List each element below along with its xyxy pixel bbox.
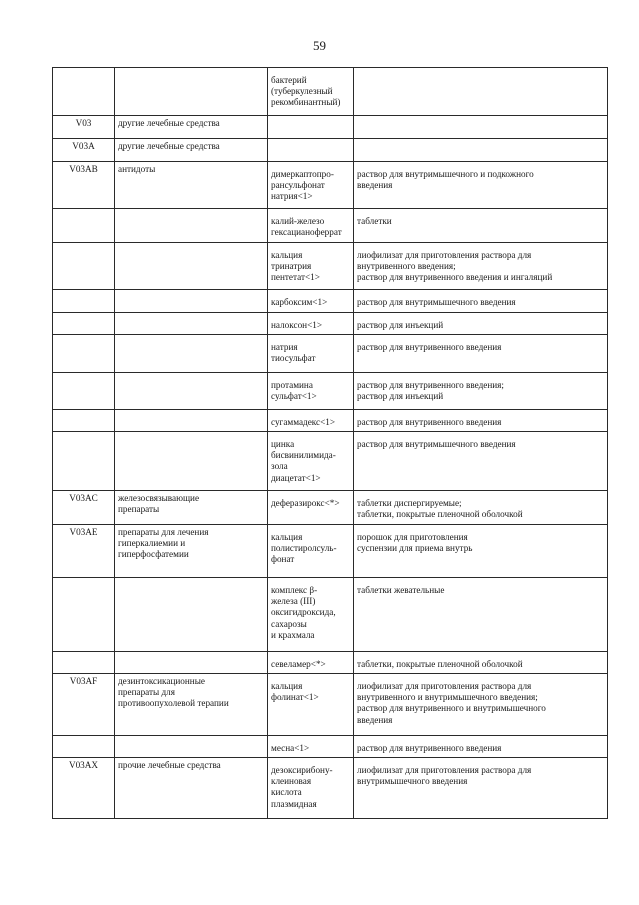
dosage-form-cell: раствор для внутримышечного введения bbox=[354, 290, 608, 313]
table-row bbox=[53, 674, 608, 736]
group-name-cell: дезинтоксикационные препараты для противоопухолевой терапии bbox=[115, 674, 268, 736]
group-name-cell: другие лечебные средства bbox=[115, 116, 268, 139]
atc-code-cell bbox=[53, 578, 115, 652]
group-name-cell: другие лечебные средства bbox=[115, 139, 268, 162]
dosage-form-cell: таблетки bbox=[354, 209, 608, 243]
atc-code-cell bbox=[53, 432, 115, 491]
group-name-cell bbox=[115, 410, 268, 432]
dosage-form-cell: раствор для внутривенного введения bbox=[354, 410, 608, 432]
table-body bbox=[53, 68, 608, 819]
drug-name-cell: кальция фолинат<1> bbox=[268, 674, 354, 736]
drug-classification-table bbox=[52, 67, 608, 819]
group-name-cell bbox=[115, 652, 268, 674]
atc-code-cell: V03AC bbox=[53, 491, 115, 525]
atc-code-cell: V03 bbox=[53, 116, 115, 139]
drug-name-cell: налоксон<1> bbox=[268, 313, 354, 335]
group-name-cell: препараты для лечения гиперкалиемии и гиперфосфатемии bbox=[115, 525, 268, 578]
drug-name-cell bbox=[268, 139, 354, 162]
page-number: 59 bbox=[313, 38, 326, 53]
drug-name-cell: комплекс β- железа (III) оксигидроксида, сахарозы и крахмала bbox=[268, 578, 354, 652]
drug-name-cell: севеламер<*> bbox=[268, 652, 354, 674]
dosage-form-cell: лиофилизат для приготовления раствора для внутримышечного введения bbox=[354, 758, 608, 819]
drug-name-cell: месна<1> bbox=[268, 736, 354, 758]
group-name-cell: антидоты bbox=[115, 162, 268, 209]
drug-name-cell: димеркаптопро- pансульфонат натрия<1> bbox=[268, 162, 354, 209]
table-row bbox=[53, 313, 608, 335]
dosage-form-cell: раствор для внутривенного введения bbox=[354, 736, 608, 758]
atc-code-cell bbox=[53, 410, 115, 432]
atc-code-cell: V03A bbox=[53, 139, 115, 162]
group-name-cell bbox=[115, 578, 268, 652]
dosage-form-cell: таблетки жевательные bbox=[354, 578, 608, 652]
dosage-form-cell bbox=[354, 68, 608, 116]
atc-code-cell bbox=[53, 313, 115, 335]
atc-code-cell bbox=[53, 209, 115, 243]
atc-code-cell: V03AE bbox=[53, 525, 115, 578]
drug-name-cell: калий-железо гексацианоферрат bbox=[268, 209, 354, 243]
atc-code-cell bbox=[53, 736, 115, 758]
atc-code-cell bbox=[53, 290, 115, 313]
group-name-cell bbox=[115, 243, 268, 290]
dosage-form-cell: раствор для внутримышечного и подкожного введения bbox=[354, 162, 608, 209]
group-name-cell: железосвязывающие препараты bbox=[115, 491, 268, 525]
dosage-form-cell bbox=[354, 116, 608, 139]
drug-name-cell: бактерий (туберкулезный рекомбинантный) bbox=[268, 68, 354, 116]
atc-code-cell bbox=[53, 243, 115, 290]
table-row bbox=[53, 758, 608, 819]
drug-name-cell: карбоксим<1> bbox=[268, 290, 354, 313]
table-row bbox=[53, 209, 608, 243]
group-name-cell: прочие лечебные средства bbox=[115, 758, 268, 819]
group-name-cell bbox=[115, 68, 268, 116]
atc-code-cell: V03AF bbox=[53, 674, 115, 736]
table-row bbox=[53, 68, 608, 116]
dosage-form-cell: лиофилизат для приготовления раствора для внутривенного введения; раствор для внутривенного введения и ингаляций bbox=[354, 243, 608, 290]
group-name-cell bbox=[115, 736, 268, 758]
dosage-form-cell: таблетки диспергируемые; таблетки, покрытые пленочной оболочкой bbox=[354, 491, 608, 525]
table-row bbox=[53, 162, 608, 209]
drug-name-cell: натрия тиосульфат bbox=[268, 335, 354, 373]
dosage-form-cell: таблетки, покрытые пленочной оболочкой bbox=[354, 652, 608, 674]
dosage-form-cell: порошок для приготовления суспензии для приема внутрь bbox=[354, 525, 608, 578]
table-row bbox=[53, 652, 608, 674]
table-row bbox=[53, 525, 608, 578]
atc-code-cell bbox=[53, 373, 115, 410]
dosage-form-cell: раствор для инъекций bbox=[354, 313, 608, 335]
table-row bbox=[53, 116, 608, 139]
drug-name-cell: кальция полистиролсуль- фонат bbox=[268, 525, 354, 578]
drug-name-cell: деферазирокс<*> bbox=[268, 491, 354, 525]
drug-name-cell: дезоксирибону- клеиновая кислота плазмидная bbox=[268, 758, 354, 819]
dosage-form-cell: раствор для внутривенного введения; раствор для инъекций bbox=[354, 373, 608, 410]
table-row bbox=[53, 491, 608, 525]
dosage-form-cell: лиофилизат для приготовления раствора для внутривенного и внутримышечного введения; раствор для внутривенного и внутримышечного введения bbox=[354, 674, 608, 736]
group-name-cell bbox=[115, 432, 268, 491]
dosage-form-cell: раствор для внутримышечного введения bbox=[354, 432, 608, 491]
atc-code-cell: V03AX bbox=[53, 758, 115, 819]
dosage-form-cell: раствор для внутривенного введения bbox=[354, 335, 608, 373]
group-name-cell bbox=[115, 335, 268, 373]
table-row bbox=[53, 736, 608, 758]
drug-name-cell: протамина сульфат<1> bbox=[268, 373, 354, 410]
group-name-cell bbox=[115, 313, 268, 335]
table-row bbox=[53, 373, 608, 410]
group-name-cell bbox=[115, 373, 268, 410]
atc-code-cell bbox=[53, 652, 115, 674]
drug-name-cell: кальция тринатрия пентетат<1> bbox=[268, 243, 354, 290]
dosage-form-cell bbox=[354, 139, 608, 162]
atc-code-cell bbox=[53, 68, 115, 116]
table-row bbox=[53, 139, 608, 162]
group-name-cell bbox=[115, 290, 268, 313]
table-row bbox=[53, 335, 608, 373]
atc-code-cell bbox=[53, 335, 115, 373]
table-row bbox=[53, 243, 608, 290]
table-row bbox=[53, 578, 608, 652]
drug-name-cell: цинка бисвинилимида- зола диацетат<1> bbox=[268, 432, 354, 491]
group-name-cell bbox=[115, 209, 268, 243]
table-row bbox=[53, 410, 608, 432]
drug-name-cell: сугаммадекс<1> bbox=[268, 410, 354, 432]
table-row bbox=[53, 432, 608, 491]
drug-name-cell bbox=[268, 116, 354, 139]
atc-code-cell: V03AB bbox=[53, 162, 115, 209]
table-row bbox=[53, 290, 608, 313]
